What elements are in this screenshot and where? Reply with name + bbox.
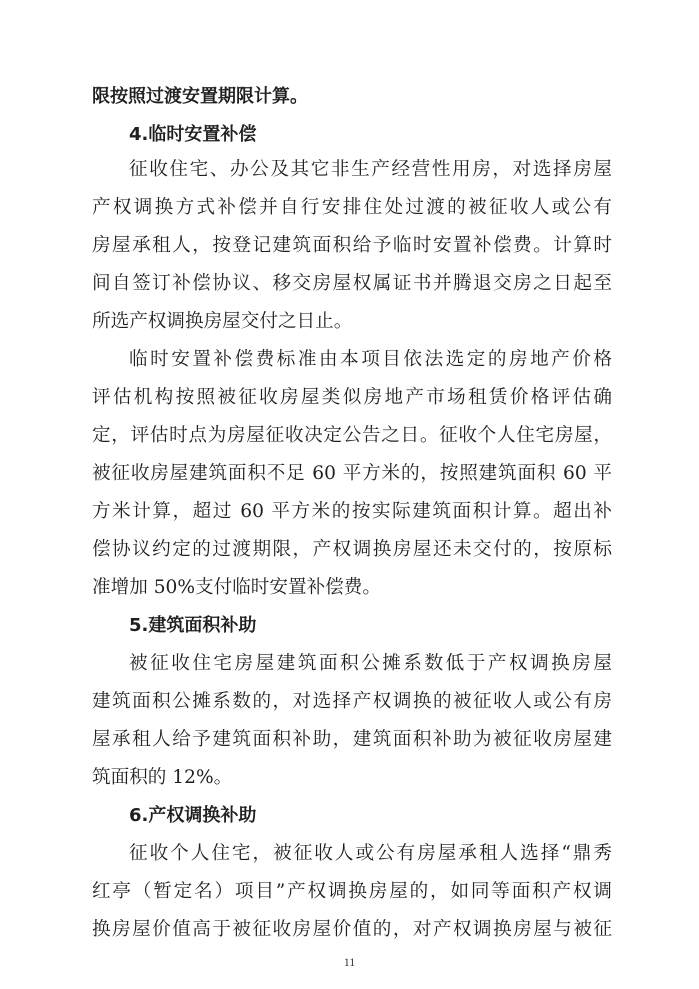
- text-line: 房屋承租人，按登记建筑面积给予临时安置补偿费。计算时: [92, 235, 612, 256]
- text-line: 被征收房屋建筑面积不足 60 平方米的，按照建筑面积 60 平: [92, 463, 612, 484]
- text-line: 换房屋价值高于被征收房屋价值的，对产权调换房屋与被征: [92, 919, 612, 940]
- text-line: 限按照过渡安置期限计算。: [92, 86, 308, 107]
- section-heading: 5.建筑面积补助: [129, 615, 257, 636]
- text-line: 征收住宅、办公及其它非生产经营性用房，对选择房屋: [129, 159, 612, 180]
- text-line: 筑面积的 12%。: [92, 767, 233, 788]
- text-line: 建筑面积公摊系数的，对选择产权调换的被征收人或公有房: [92, 691, 612, 712]
- text-line: 定，评估时点为房屋征收决定公告之日。征收个人住宅房屋，: [92, 425, 612, 446]
- text-line: 被征收住宅房屋建筑面积公摊系数低于产权调换房屋: [129, 653, 612, 674]
- section-heading: 4.临时安置补偿: [129, 124, 257, 145]
- text-line: 产权调换方式补偿并自行安排住处过渡的被征收人或公有: [92, 197, 612, 218]
- text-line: 间自签订补偿协议、移交房屋权属证书并腾退交房之日起至: [92, 273, 612, 294]
- text-line: 准增加 50%支付临时安置补偿费。: [92, 577, 381, 598]
- text-line: 征收个人住宅，被征收人或公有房屋承租人选择“鼎秀: [129, 843, 612, 864]
- section-heading: 6.产权调换补助: [129, 805, 257, 826]
- text-line: 屋承租人给予建筑面积补助，建筑面积补助为被征收房屋建: [92, 729, 612, 750]
- text-line: 评估机构按照被征收房屋类似房地产市场租赁价格评估确: [92, 387, 612, 408]
- text-line: 方米计算，超过 60 平方米的按实际建筑面积计算。超出补: [92, 501, 612, 522]
- text-line: 红亭（暂定名）项目”产权调换房屋的，如同等面积产权调: [92, 881, 612, 902]
- text-line: 临时安置补偿费标准由本项目依法选定的房地产价格: [129, 349, 612, 370]
- page-number: 11: [343, 955, 356, 969]
- text-line: 偿协议约定的过渡期限，产权调换房屋还未交付的，按原标: [92, 539, 612, 560]
- text-line: 所选产权调换房屋交付之日止。: [92, 311, 353, 332]
